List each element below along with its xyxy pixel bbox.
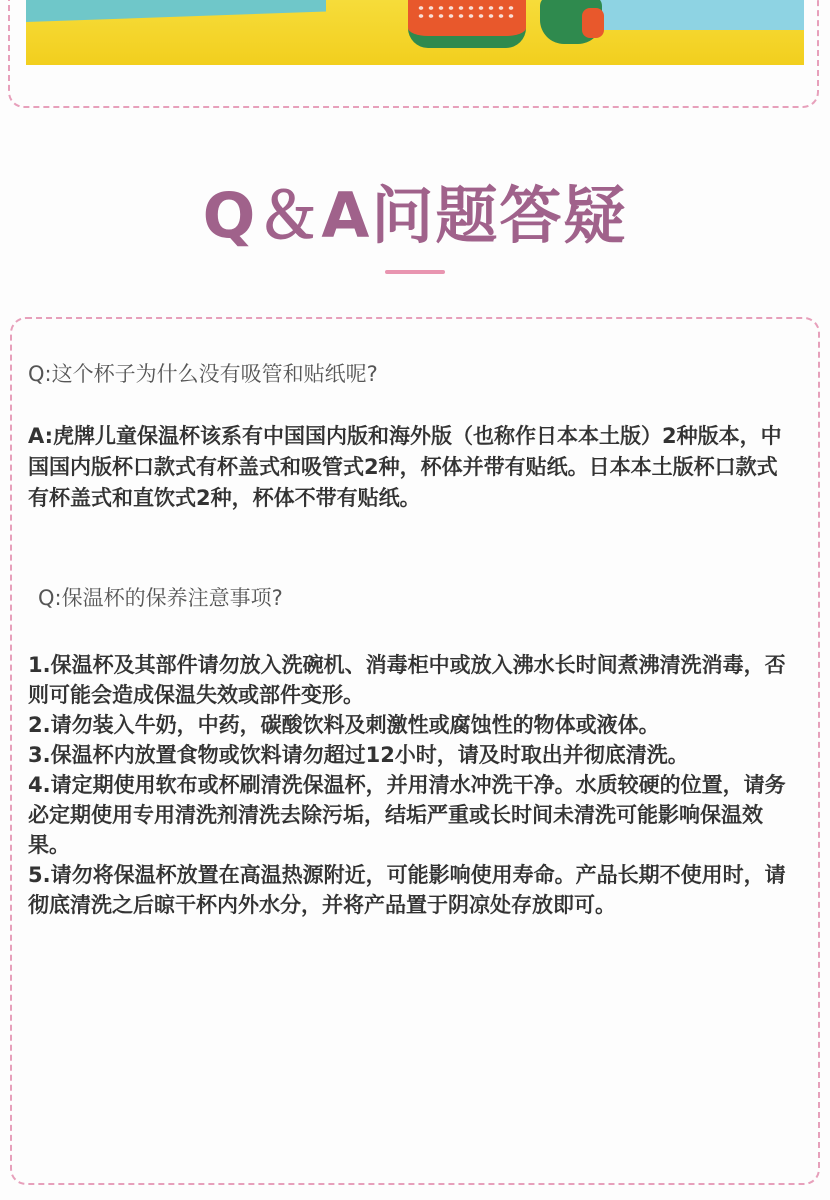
care-item-3: 3.保温杯内放置食物或饮料请勿超过12小时，请及时取出并彻底清洗。	[28, 743, 689, 767]
bottle-pattern	[416, 4, 516, 22]
faq-question-2: Q:保温杯的保养注意事项?	[38, 586, 283, 610]
product-photo	[26, 0, 804, 65]
care-item-1: 1.保温杯及其部件请勿放入洗碗机、消毒柜中或放入沸水长时间煮沸清洗消毒，否则可能会造成保温失效或部件变形。	[28, 653, 786, 707]
care-item-5: 5.请勿将保温杯放置在高温热源附近，可能影响使用寿命。产品长期不使用时，请彻底清洗之后晾干杯内外水分，并将产品置于阴凉处存放即可。	[28, 863, 786, 917]
qa-section-title: Q＆A问题答疑	[202, 179, 628, 252]
photo-background-teal	[26, 0, 326, 22]
care-item-4: 4.请定期使用软布或杯刷清洗保温杯，并用清水冲洗干净。水质较硬的位置，请务必定期使用专用清洗剂清洗去除污垢，结垢严重或长时间未清洗可能影响保温效果。	[28, 773, 786, 857]
care-instructions-list	[28, 650, 803, 920]
faq-question-1: Q:这个杯子为什么没有吸管和贴纸呢?	[28, 362, 378, 386]
lid-spout-image	[582, 8, 604, 38]
care-item-2: 2.请勿装入牛奶，中药，碳酸饮料及刺激性或腐蚀性的物体或液体。	[28, 713, 660, 737]
faq-answer-1: A:虎牌儿童保温杯该系有中国国内版和海外版（也称作日本本土版）2种版本，中国国内版杯口款式有杯盖式和吸管式2种，杯体并带有贴纸。日本本土版杯口款式有杯盖式和直饮式2种，杯体不带有贴纸。	[28, 424, 782, 510]
title-underline	[385, 270, 445, 274]
